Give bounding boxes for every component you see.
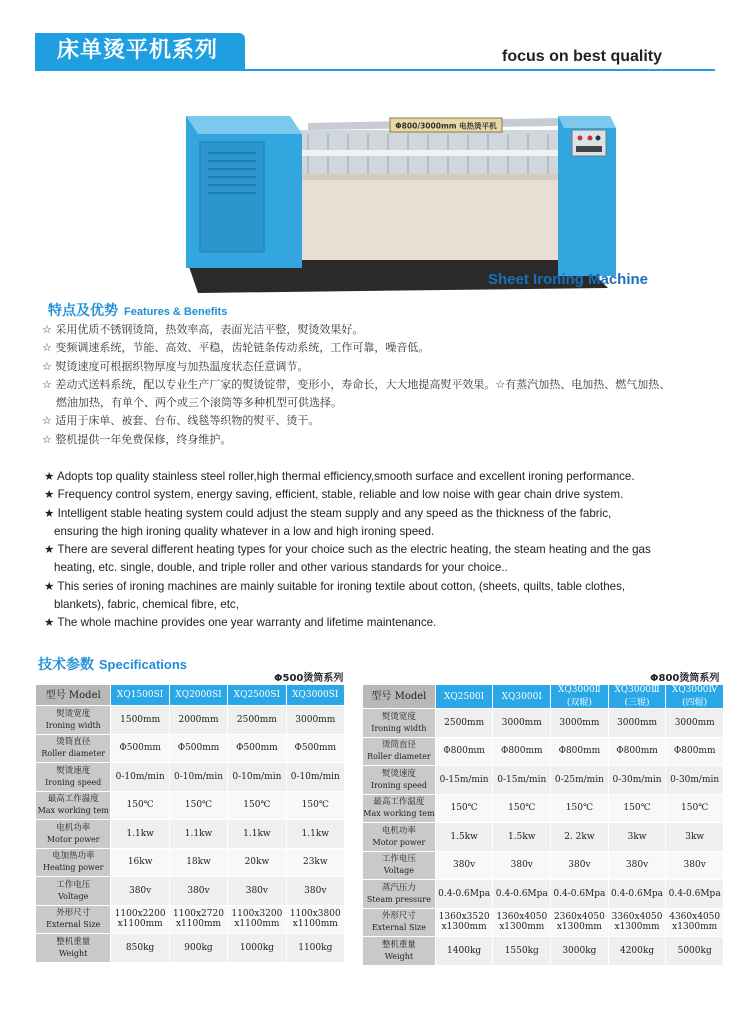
row-label-cn: 最高工作温度: [47, 794, 99, 805]
spec-cell: Φ800mm: [666, 737, 724, 766]
machine-plate-text: Φ800/3000mm 电热烫平机: [395, 121, 497, 131]
model-header: XQ2000SI: [169, 685, 227, 706]
row-label: [36, 791, 111, 820]
spec-cell: 1.1kw: [169, 820, 227, 849]
row-label: [36, 848, 111, 877]
feature-en-item: ★ Intelligent stable heating system could adjust the steam supply and any speed as the thickness of the fabric,: [44, 506, 612, 520]
spec-cell: 2360x4050 x1300mm: [551, 908, 609, 937]
spec-cell: 150℃: [286, 791, 344, 820]
spec-cell: 1360x3520 x1300mm: [435, 908, 493, 937]
spec-cell: 900kg: [169, 934, 227, 963]
model-header: XQ3000Ⅱ (双辊): [551, 685, 609, 709]
model-header: XQ2500SI: [228, 685, 286, 706]
model-header: XQ2500I: [435, 685, 493, 709]
spec-row: [363, 794, 724, 823]
spec-cell: 20kw: [228, 848, 286, 877]
row-label: [363, 823, 436, 852]
spec-cell: 380v: [286, 877, 344, 906]
spec-cell: 1100x3200 x1100mm: [228, 905, 286, 934]
spec-cell: 3000mm: [666, 709, 724, 738]
row-label: [36, 706, 111, 735]
spec-cell: 150℃: [111, 791, 169, 820]
header-model-label: 型号 Model: [363, 685, 436, 709]
spec-cell: Φ800mm: [608, 737, 666, 766]
spec-row: [363, 737, 724, 766]
feature-en-item: ★ There are several different heating types for your choice such as the electric heating, the steam heating and the gas: [44, 543, 651, 557]
specs-heading: [38, 654, 187, 674]
tagline: focus on best quality: [501, 48, 662, 65]
spec-cell: 150℃: [608, 794, 666, 823]
row-label-cn: 烫筒直径: [56, 737, 91, 748]
row-label-en: External Size: [46, 920, 101, 930]
spec-cell: 380v: [666, 851, 724, 880]
row-label-en: Ironing speed: [370, 780, 427, 790]
series-title: 床单烫平机系列: [57, 38, 219, 63]
spec-row: [363, 823, 724, 852]
row-label-en: External Size: [371, 923, 426, 933]
spec-cell: 2500mm: [435, 709, 493, 738]
spec-cell: 5000kg: [666, 937, 724, 966]
feature-en-item: heating, etc. single, double, and triple roller and other various standards for your choice..: [54, 561, 508, 575]
spec-cell: 1100x3800 x1100mm: [286, 905, 344, 934]
spec-cell: 3000mm: [551, 709, 609, 738]
row-label-en: Ironing width: [45, 720, 101, 730]
spec-cell: 18kw: [169, 848, 227, 877]
spec-cell: 4360x4050 x1300mm: [666, 908, 724, 937]
row-label-cn: 整机重量: [56, 936, 91, 947]
row-label-en: Weight: [59, 948, 88, 958]
row-label-en: Weight: [384, 951, 414, 961]
spec-cell: 150℃: [666, 794, 724, 823]
feature-en-item: ★ The whole machine provides one year warranty and lifetime maintenance.: [44, 616, 437, 630]
spec-row: [363, 908, 724, 937]
spec-row: [36, 734, 345, 763]
spec-cell: 150℃: [228, 791, 286, 820]
model-header: XQ1500SI: [111, 685, 169, 706]
row-label: [36, 734, 111, 763]
spec-cell: 2. 2kw: [551, 823, 609, 852]
spec-cell: 1000kg: [228, 934, 286, 963]
spec-cell: 0-30m/min: [666, 766, 724, 795]
spec-row: [36, 791, 345, 820]
row-label-cn: 整机重量: [381, 939, 416, 950]
feature-cn-item: ☆ 适用于床单、被套、台布、线毯等织物的熨平、烫干。: [42, 414, 320, 428]
spec-row: [363, 766, 724, 795]
features-heading-cn: 特点及优势: [48, 303, 118, 319]
spec-cell: Φ800mm: [551, 737, 609, 766]
spec-cell: 0-15m/min: [435, 766, 493, 795]
spec-cell: 0.4-0.6Mpa: [551, 880, 609, 909]
spec-cell: 380v: [493, 851, 551, 880]
title-underline: [35, 69, 715, 71]
spec-cell: 150℃: [493, 794, 551, 823]
feature-cn-item: ☆ 差动式送料系统，配以专业生产厂家的熨烫锭带，变形小，寿命长，大大地提高熨平效果。☆有蒸汽加热、电加热、燃气加热、: [42, 377, 671, 391]
spec-cell: 0-10m/min: [286, 763, 344, 792]
row-label-cn: 电机功率: [56, 822, 91, 833]
spec-cell: 3000mm: [286, 706, 344, 735]
row-label: [363, 937, 436, 966]
row-label: [363, 709, 436, 738]
feature-cn-item: ☆ 变频调速系统，节能、高效、平稳，齿轮链条传动系统，工作可靠，噪音低。: [42, 341, 430, 355]
spec-cell: 0.4-0.6Mpa: [493, 880, 551, 909]
spec-row: [36, 706, 345, 735]
row-label-en: Ironing width: [371, 723, 427, 733]
row-label-cn: 电机功率: [381, 825, 416, 836]
row-label: [363, 908, 436, 937]
spec-row: [363, 880, 724, 909]
spec-cell: 1500mm: [111, 706, 169, 735]
row-label-en: Ironing speed: [45, 777, 102, 787]
row-label: [363, 737, 436, 766]
spec-cell: Φ500mm: [169, 734, 227, 763]
spec-table-800: [362, 684, 724, 966]
spec-cell: 1.5kw: [493, 823, 551, 852]
row-label: [36, 934, 111, 963]
spec-cell: 0.4-0.6Mpa: [608, 880, 666, 909]
row-label-cn: 熨烫宽度: [381, 711, 416, 722]
machine-caption: Sheet Ironing Machine: [488, 271, 649, 288]
row-label-en: Voltage: [58, 891, 89, 901]
row-label-cn: 工作电压: [56, 879, 91, 890]
spec-cell: 1100kg: [286, 934, 344, 963]
features-heading: [48, 300, 227, 320]
spec-cell: Φ800mm: [435, 737, 493, 766]
spec-cell: 0-15m/min: [493, 766, 551, 795]
spec-cell: 0-25m/min: [551, 766, 609, 795]
row-label-cn: 外形尺寸: [381, 911, 416, 922]
spec-cell: 1550kg: [493, 937, 551, 966]
features-en-list: [44, 468, 734, 633]
row-label-en: Steam pressure: [366, 894, 431, 904]
row-label-cn: 外形尺寸: [56, 908, 91, 919]
row-label: [36, 877, 111, 906]
row-label-cn: 熨烫宽度: [56, 708, 91, 719]
spec-cell: 150℃: [435, 794, 493, 823]
model-header: XQ3000Ⅳ (四辊): [666, 685, 724, 709]
features-cn-list: [42, 321, 722, 449]
spec-cell: 1100x2720 x1100mm: [169, 905, 227, 934]
spec-cell: 0.4-0.6Mpa: [435, 880, 493, 909]
row-label-en: Roller diameter: [41, 749, 106, 759]
spec-cell: 1.1kw: [111, 820, 169, 849]
spec-cell: 380v: [169, 877, 227, 906]
series-label-800: Φ800烫筒系列: [650, 673, 720, 684]
spec-row: [36, 763, 345, 792]
spec-cell: 3360x4050 x1300mm: [608, 908, 666, 937]
spec-cell: 1360x4050 x1300mm: [493, 908, 551, 937]
spec-cell: 150℃: [169, 791, 227, 820]
feature-cn-item: 燃油加热，有单个、两个或三个滚筒等多种机型可供选择。: [56, 396, 342, 410]
spec-cell: 1100x2200 x1100mm: [111, 905, 169, 934]
spec-cell: 150℃: [551, 794, 609, 823]
spec-cell: 1.1kw: [228, 820, 286, 849]
model-header: XQ3000SI: [286, 685, 344, 706]
row-label: [363, 794, 436, 823]
spec-cell: 16kw: [111, 848, 169, 877]
row-label: [36, 820, 111, 849]
spec-cell: 0-30m/min: [608, 766, 666, 795]
row-label: [36, 905, 111, 934]
feature-en-item: ensuring the high ironing quality whatever in a low and high ironing speed.: [54, 524, 435, 538]
feature-en-item: ★ Adopts top quality stainless steel roller,high thermal efficiency,smooth surface and excellent ironing performance.: [44, 470, 635, 483]
feature-en-item: ★ Frequency control system, energy saving, efficient, stable, reliable and low noise with gear chain drive system.: [44, 488, 624, 502]
spec-row: [36, 877, 345, 906]
row-label-cn: 熨烫速度: [381, 768, 416, 779]
row-label-cn: 烫筒直径: [381, 740, 416, 751]
row-label-cn: 电加热功率: [51, 851, 95, 862]
spec-row: [36, 848, 345, 877]
feature-cn-item: ☆ 熨烫速度可根据织物厚度与加热温度状态任意调节。: [42, 359, 309, 373]
spec-cell: 0.4-0.6Mpa: [666, 880, 724, 909]
row-label-en: Roller diameter: [367, 752, 431, 762]
row-label-en: Max working tem: [37, 806, 109, 816]
spec-cell: 0-10m/min: [228, 763, 286, 792]
specs-heading-cn: 技术参数: [38, 657, 94, 673]
model-header: XQ3000I: [493, 685, 551, 709]
spec-cell: 850kg: [111, 934, 169, 963]
spec-cell: 4200kg: [608, 937, 666, 966]
spec-cell: 3000mm: [493, 709, 551, 738]
spec-cell: 0-10m/min: [169, 763, 227, 792]
spec-cell: 1400kg: [435, 937, 493, 966]
spec-cell: 380v: [435, 851, 493, 880]
spec-cell: 2000mm: [169, 706, 227, 735]
spec-cell: Φ500mm: [286, 734, 344, 763]
row-label: [36, 763, 111, 792]
spec-cell: Φ800mm: [493, 737, 551, 766]
row-label: [363, 880, 436, 909]
row-label-en: Max working tem: [363, 809, 435, 819]
spec-row: [363, 937, 724, 966]
feature-en-item: blankets), fabric, chemical fibre, etc,: [54, 598, 239, 612]
spec-row: [36, 934, 345, 963]
spec-row: [36, 820, 345, 849]
row-label-en: Heating power: [43, 863, 104, 873]
spec-cell: 3kw: [608, 823, 666, 852]
spec-cell: 3000kg: [551, 937, 609, 966]
model-header: XQ3000Ⅲ (三辊): [608, 685, 666, 709]
row-label: [363, 766, 436, 795]
ironing-machine-image: [178, 108, 618, 298]
spec-cell: 23kw: [286, 848, 344, 877]
specs-heading-en: Specifications: [98, 657, 188, 672]
feature-en-item: ★ This series of ironing machines are mainly suitable for ironing textile about cotton, (sheets, quilts, table clothes,: [44, 579, 626, 593]
spec-cell: 380v: [111, 877, 169, 906]
spec-row: [363, 851, 724, 880]
spec-cell: 3kw: [666, 823, 724, 852]
spec-cell: 2500mm: [228, 706, 286, 735]
spec-cell: 380v: [551, 851, 609, 880]
series-label-500: Φ500烫筒系列: [274, 673, 344, 684]
row-label-en: Motor power: [372, 837, 426, 847]
spec-cell: 1.5kw: [435, 823, 493, 852]
row-label-cn: 最高工作温度: [373, 797, 425, 808]
spec-cell: 1.1kw: [286, 820, 344, 849]
row-label-en: Motor power: [46, 834, 100, 844]
spec-cell: 380v: [608, 851, 666, 880]
spec-cell: Φ500mm: [228, 734, 286, 763]
spec-row: [363, 709, 724, 738]
row-label-cn: 蒸汽压力: [381, 882, 416, 893]
spec-row: [36, 905, 345, 934]
spec-table-500: [35, 684, 345, 963]
row-label-cn: 熨烫速度: [56, 765, 91, 776]
spec-cell: 380v: [228, 877, 286, 906]
feature-cn-item: ☆ 采用优质不锈钢烫筒，热效率高，表面光洁平整，熨烫效果好。: [42, 323, 364, 336]
row-label-en: Voltage: [383, 866, 415, 876]
spec-cell: 0-10m/min: [111, 763, 169, 792]
spec-cell: 3000mm: [608, 709, 666, 738]
row-label: [363, 851, 436, 880]
spec-cell: Φ500mm: [111, 734, 169, 763]
features-heading-en: Features & Benefits: [124, 306, 228, 318]
row-label-cn: 工作电压: [381, 854, 416, 865]
header-model-label: 型号 Model: [36, 685, 111, 706]
feature-cn-item: ☆ 整机提供一年免费保修，终身维护。: [42, 432, 232, 446]
series-title-tab: [35, 33, 245, 69]
